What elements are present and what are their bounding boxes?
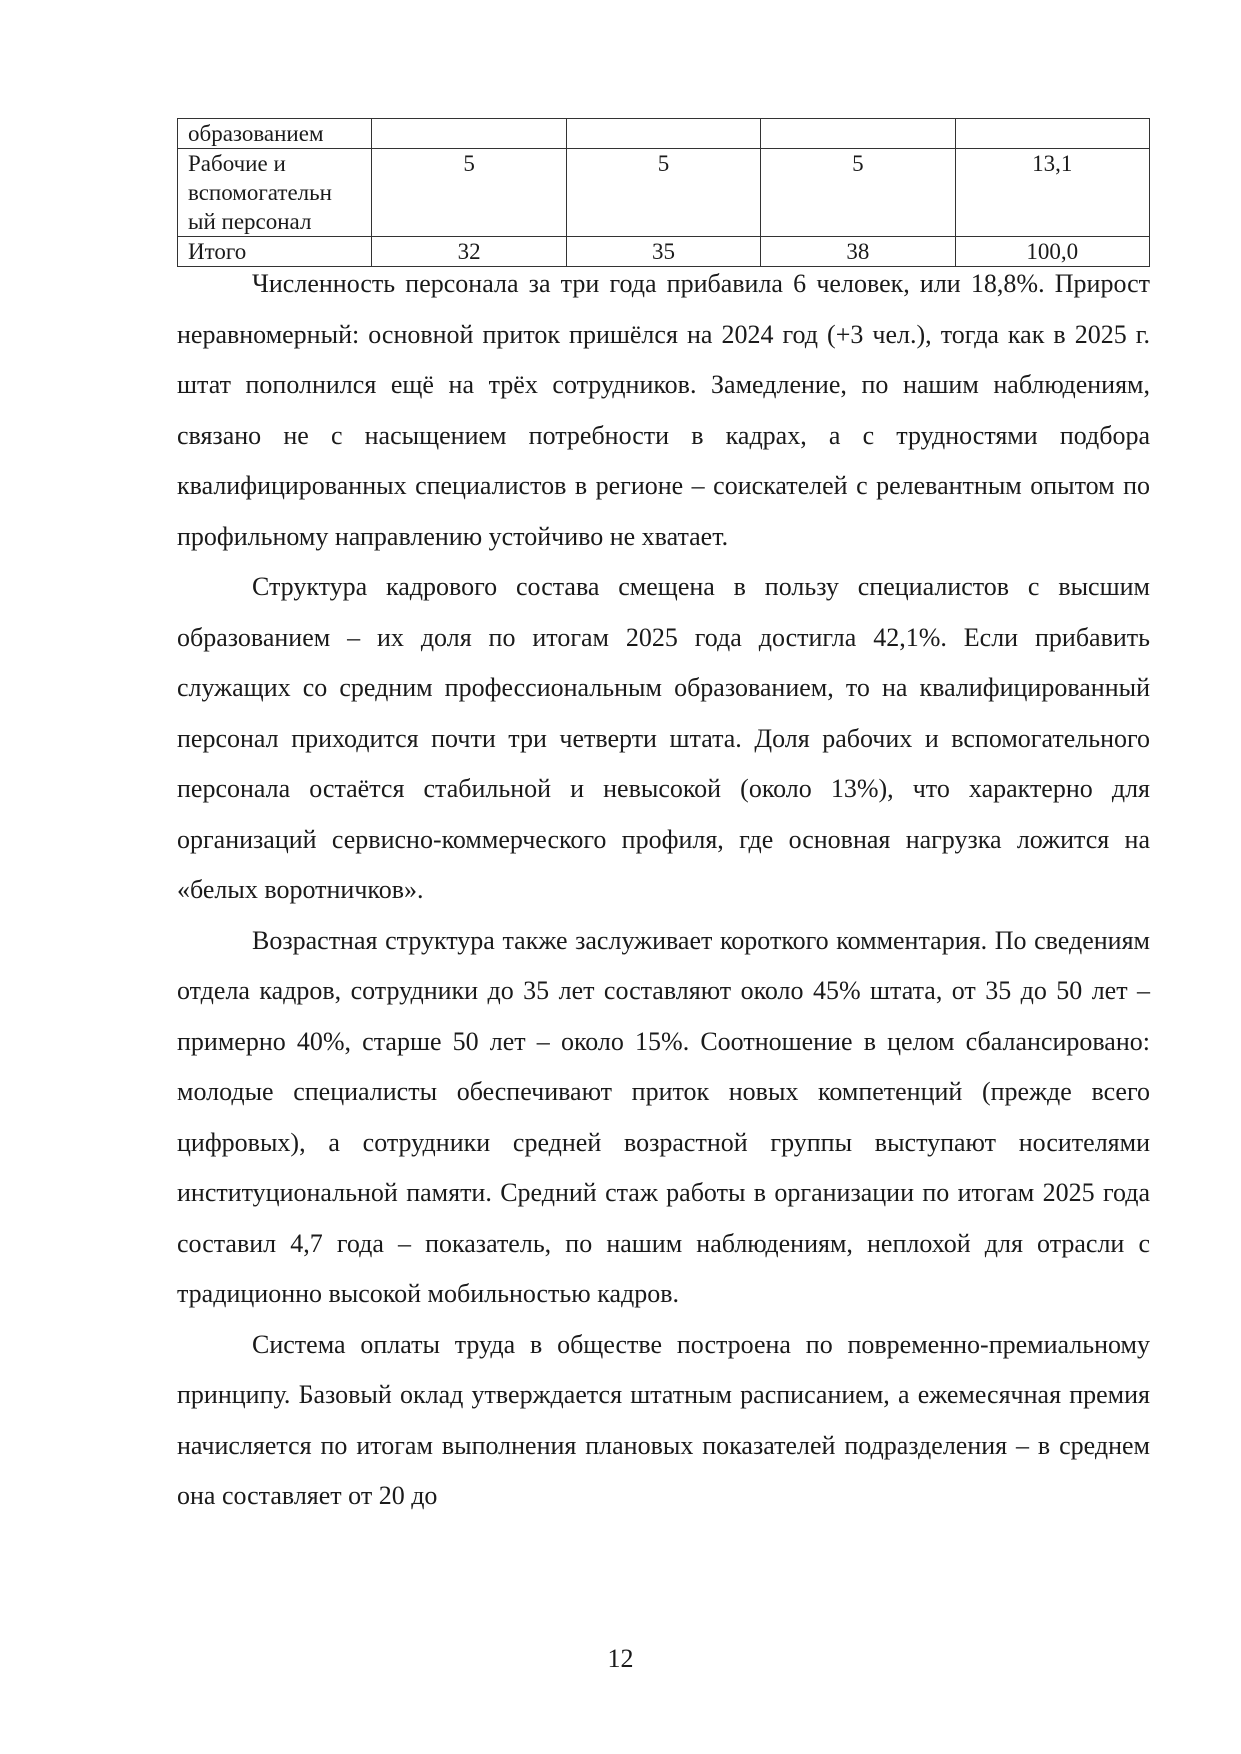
paragraph-pay-system: Система оплаты труда в обществе построена по повременно-премиальному принципу. Базовый оклад утверждается штатным расписанием, а ежемесячная премия начисляется по итогам выполнения плановых показателей подразделения – в среднем она составляет от 20 до (177, 1329, 1150, 1510)
table-cell-value: 5 (372, 149, 566, 237)
table-cell-value: 100,0 (955, 237, 1149, 267)
table-cell-value: 5 (566, 149, 760, 237)
table-cell-value (955, 119, 1149, 149)
table-cell-value: 13,1 (955, 149, 1149, 237)
table-cell-label: Рабочие и вспомогательн ый персонал (178, 149, 372, 237)
paragraph-structure: Структура кадрового состава смещена в пользу специалистов с высшим образованием – их доля по итогам 2025 года достигла 42,1%. Если прибавить служащих со средним профессиональным образованием, то на квалифицированный персонал приходится почти три четверти штата. Доля рабочих и вспомогательного персонала остаётся стабильной и невысокой (около 13%), что характерно для организаций сервисно-коммерческого профиля, где основная нагрузка ложится на «белых воротничков». (177, 572, 1150, 904)
table-row (178, 149, 1150, 237)
table-row (178, 119, 1150, 149)
table-cell-value (761, 119, 955, 149)
paragraph-headcount: Численность персонала за три года прибавила 6 человек, или 18,8%. Прирост неравномерный: основной приток пришёлся на 2024 год (+3 чел.), тогда как в 2025 г. штат пополнился ещё на трёх сотрудников. Замедление, по нашим наблюдениям, связано не с насыщением потребности в кадрах, а с трудностями подбора квалифицированных специалистов в регионе – соискателей с релевантным опытом по профильному направлению устойчиво не хватает. (177, 269, 1150, 551)
table-cell-value (566, 119, 760, 149)
table-cell-label: Итого (178, 237, 372, 267)
table-cell-value: 38 (761, 237, 955, 267)
paragraph-age-structure: Возрастная структура также заслуживает короткого комментария. По сведениям отдела кадров, сотрудники до 35 лет составляют около 45% штата, от 35 до 50 лет – примерно 40%, старше 50 лет – около 15%. Соотношение в целом сбалансировано: молодые специалисты обеспечивают приток новых компетенций (прежде всего цифровых), а сотрудники средней возрастной группы выступают носителями институциональной памяти. Средний стаж работы в организации по итогам 2025 года составил 4,7 года – показатель, по нашим наблюдениям, неплохой для отрасли с традиционно высокой мобильностью кадров. (177, 925, 1150, 1308)
table-cell-value: 32 (372, 237, 566, 267)
table-cell-value: 35 (566, 237, 760, 267)
body-text (177, 259, 1150, 1522)
page-number: 12 (607, 1644, 634, 1673)
table-cell-value: 5 (761, 149, 955, 237)
table-cell-value (372, 119, 566, 149)
staff-table (177, 118, 1150, 267)
table-cell-label: образованием (178, 119, 372, 149)
